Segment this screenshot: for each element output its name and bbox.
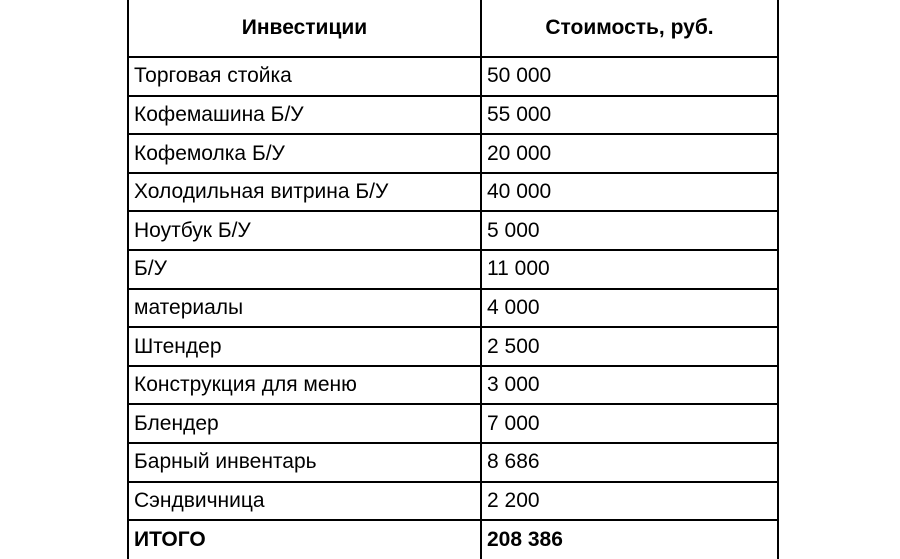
table-row	[128, 289, 778, 328]
item-name: Штендер	[128, 327, 481, 366]
item-name: Блендер	[128, 404, 481, 443]
header-cost: Стоимость, руб.	[481, 0, 778, 57]
item-cost: 2 500	[481, 327, 778, 366]
item-cost: 55 000	[481, 96, 778, 135]
item-cost: 4 000	[481, 289, 778, 328]
table-row	[128, 327, 778, 366]
item-name: Кофемолка Б/У	[128, 134, 481, 173]
table-row	[128, 96, 778, 135]
item-cost: 8 686	[481, 443, 778, 482]
table-row	[128, 482, 778, 521]
table-row	[128, 57, 778, 96]
item-cost: 11 000	[481, 250, 778, 289]
table-row	[128, 173, 778, 212]
investment-table	[127, 0, 779, 559]
table-row	[128, 134, 778, 173]
table-row	[128, 404, 778, 443]
table-row	[128, 211, 778, 250]
item-name: Торговая стойка	[128, 57, 481, 96]
item-cost: 50 000	[481, 57, 778, 96]
item-name: Кофемашина Б/У	[128, 96, 481, 135]
item-cost: 7 000	[481, 404, 778, 443]
table-header-row	[128, 0, 778, 57]
item-name: Барный инвентарь	[128, 443, 481, 482]
item-cost: 20 000	[481, 134, 778, 173]
item-name: материалы	[128, 289, 481, 328]
item-name: Холодильная витрина Б/У	[128, 173, 481, 212]
total-label: ИТОГО	[128, 520, 481, 559]
item-cost: 40 000	[481, 173, 778, 212]
table-row	[128, 443, 778, 482]
item-cost: 3 000	[481, 366, 778, 405]
item-cost: 5 000	[481, 211, 778, 250]
table-row	[128, 366, 778, 405]
item-cost: 2 200	[481, 482, 778, 521]
total-row	[128, 520, 778, 559]
item-name: Ноутбук Б/У	[128, 211, 481, 250]
total-value: 208 386	[481, 520, 778, 559]
item-name: Сэндвичница	[128, 482, 481, 521]
item-name: Конструкция для меню	[128, 366, 481, 405]
item-name: Б/У	[128, 250, 481, 289]
header-investments: Инвестиции	[128, 0, 481, 57]
table-row	[128, 250, 778, 289]
